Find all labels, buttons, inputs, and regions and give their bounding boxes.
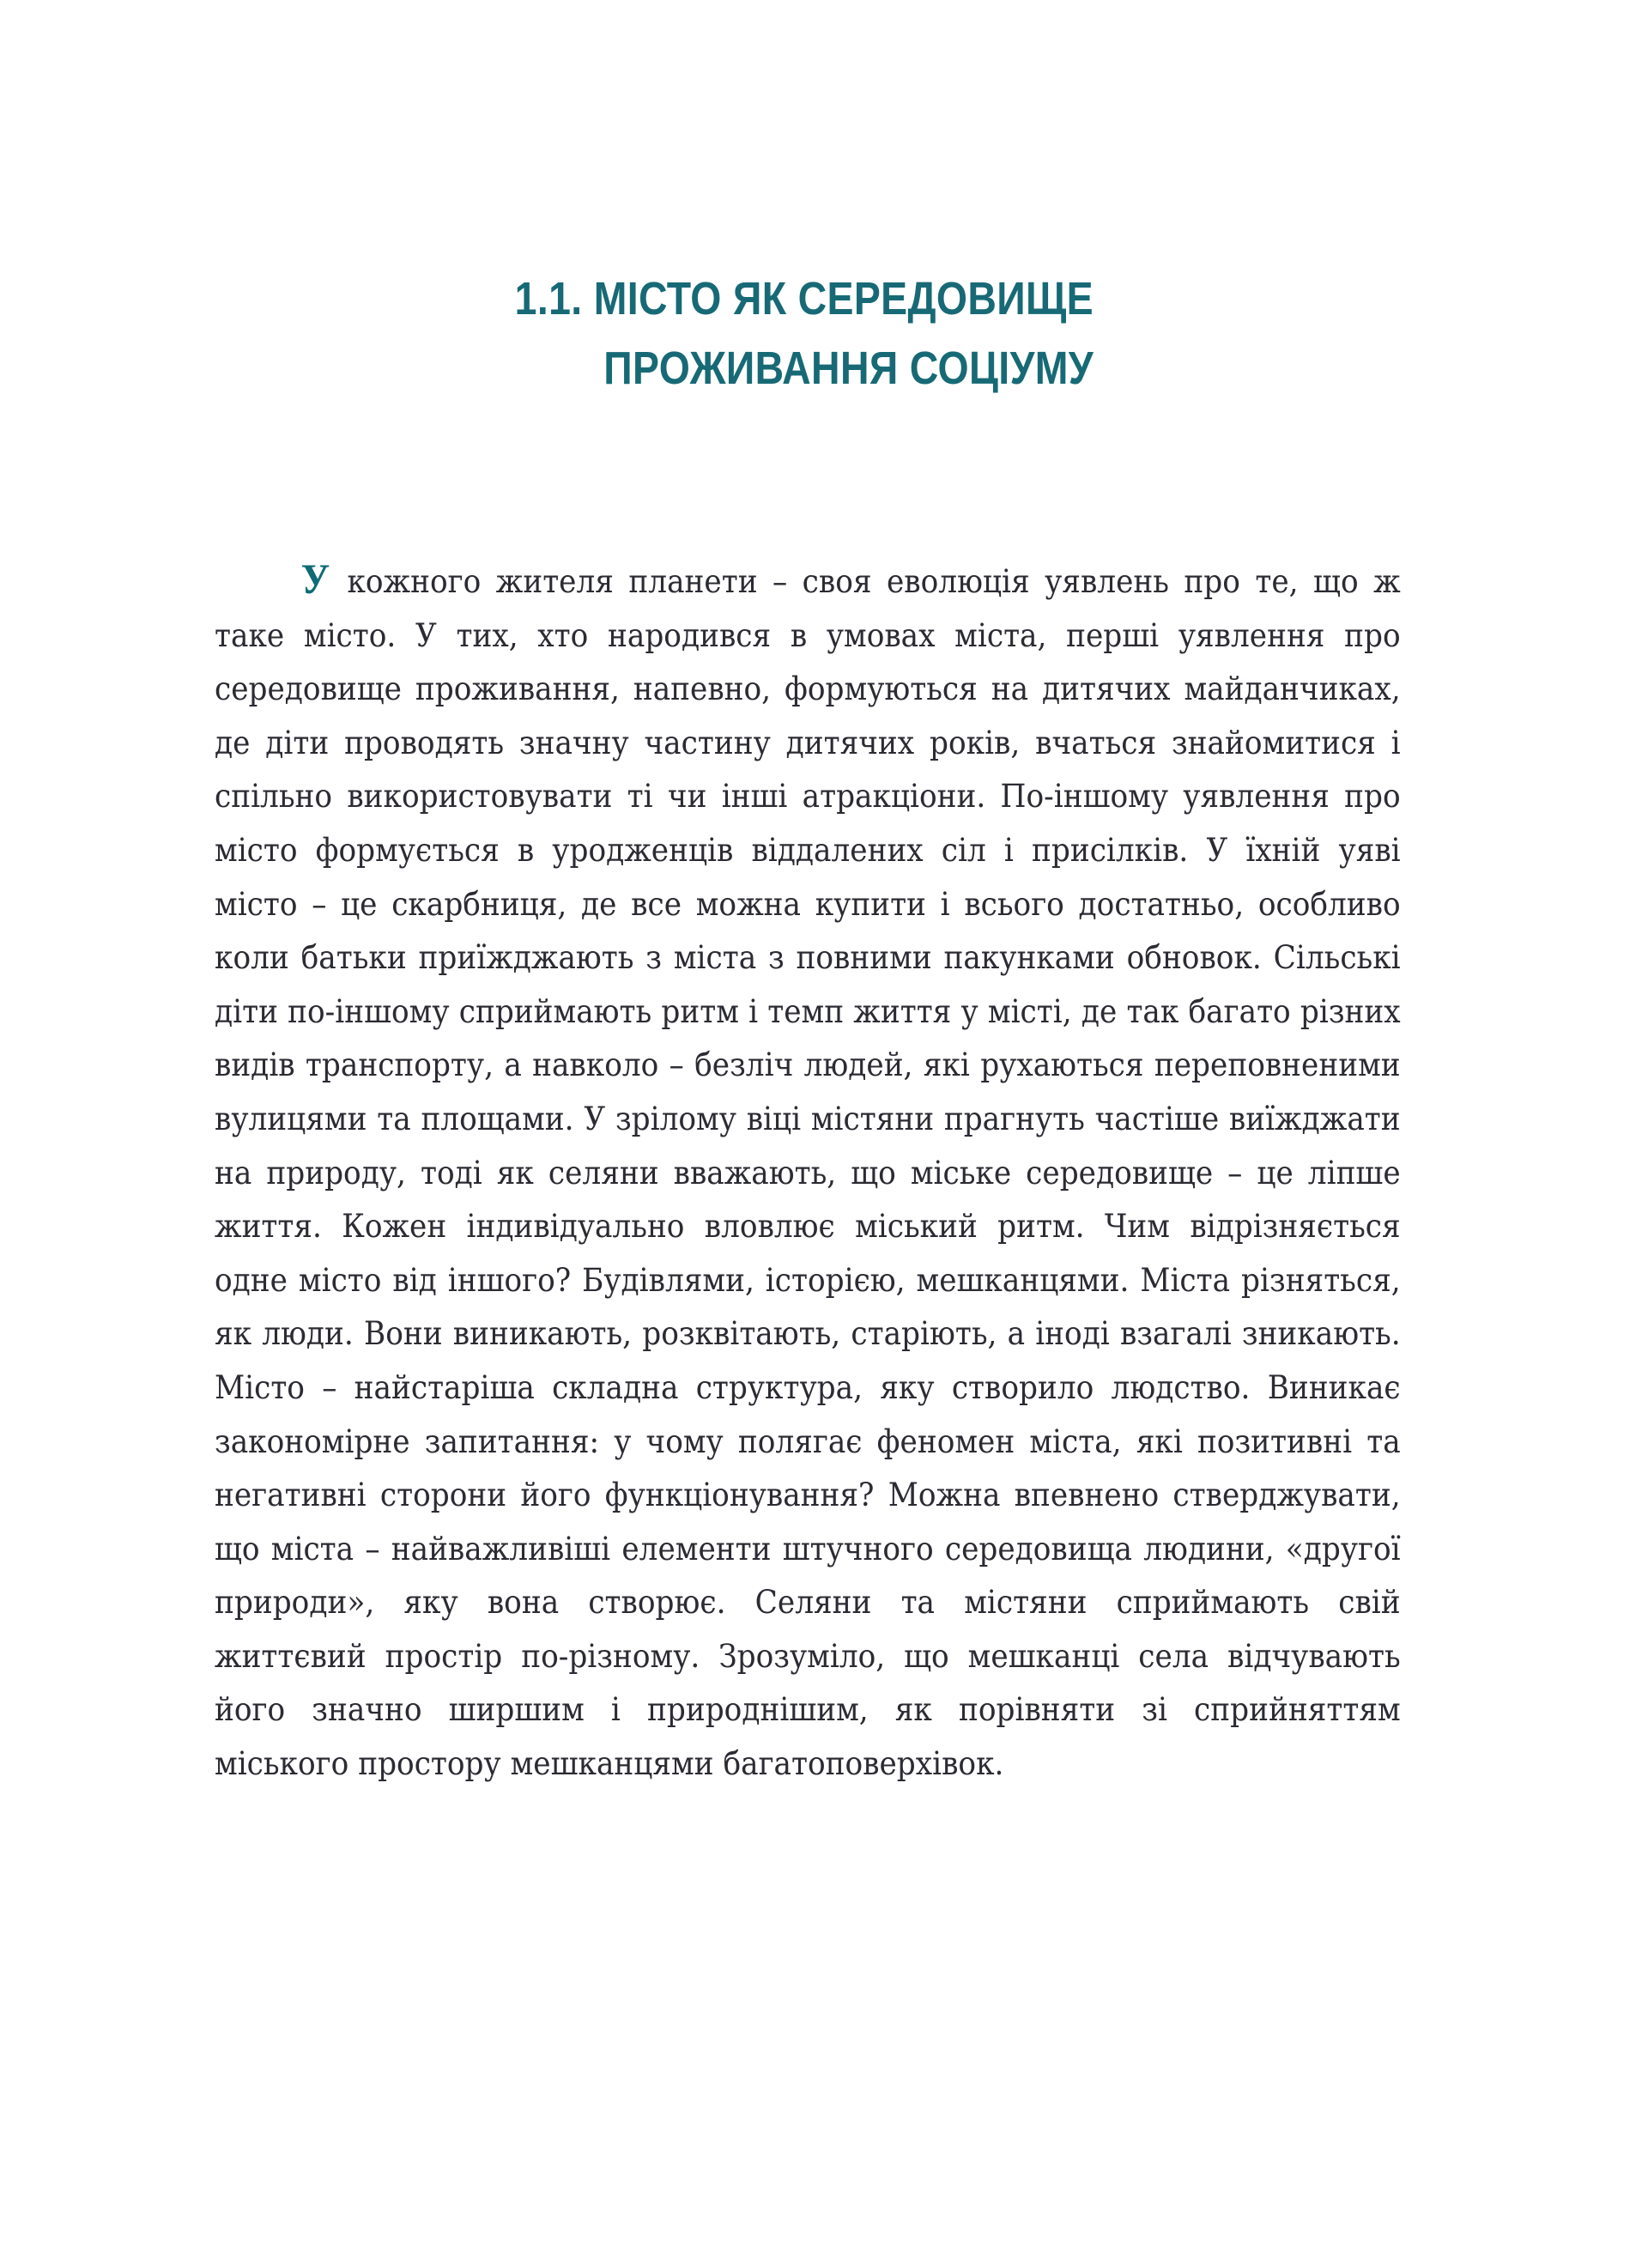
page-title-line-1: 1.1. МІСТО ЯК СЕРЕДОВИЩЕ — [514, 273, 1094, 325]
page-title — [337, 264, 1094, 403]
body-text-block — [215, 555, 1401, 1791]
body-paragraph — [215, 555, 1401, 1791]
page-title-line-2: ПРОЖИВАННЯ СОЦІУМУ — [603, 343, 1094, 395]
body-paragraph-text: кожного жителя планети – своя еволюція уявлень про те, що ж таке місто. У тих, хто народився в умовах міста, перші уявлення про середовище проживання, напевно, формуються на дитячих майданчиках, де діти проводять значну частину дитячих років, вчаться знайомитися і спільно використовувати ті чи інші атракціони. По-іншому уявлення про місто формується в уродженців віддалених сіл і присілків. У їхній уяві місто – це скарбниця, де все можна купити і всього достатньо, особливо коли батьки приїжджають з міста з повними пакунками обновок. Сільські діти по-іншому сприймають ритм і темп життя у місті, де так багато різних видів транспорту, а навколо – безліч людей, які рухаються переповненими вулицями та площами. У зрілому віці містяни прагнуть частіше виїжджати на природу, тоді як селяни вважають, що міське середовище – це ліпше життя. Кожен індивідуально вловлює міський ритм. Чим відрізняється одне місто від іншого? Будівлями, історією, мешканцями. Міста різняться, як люди. Вони виникають, розквітають, старіють, а іноді взагалі зникають. Місто – найстаріша складна структура, яку створило людство. Виникає закономірне запитання: у чому полягає феномен міста, які позитивні та негативні сторони його функціонування? Можна впевнено стверджувати, що міста – найважливіші елементи штучного середовища людини, «другої природи», яку вона створює. Селяни та містяни сприймають свій життєвий простір по-різному. Зрозуміло, що мешканці села відчувають його значно ширшим і природнішим, як порівняти зі сприйняттям міського простору мешканцями багатоповерхівок. — [215, 562, 1401, 1783]
drop-cap: У — [300, 555, 331, 603]
